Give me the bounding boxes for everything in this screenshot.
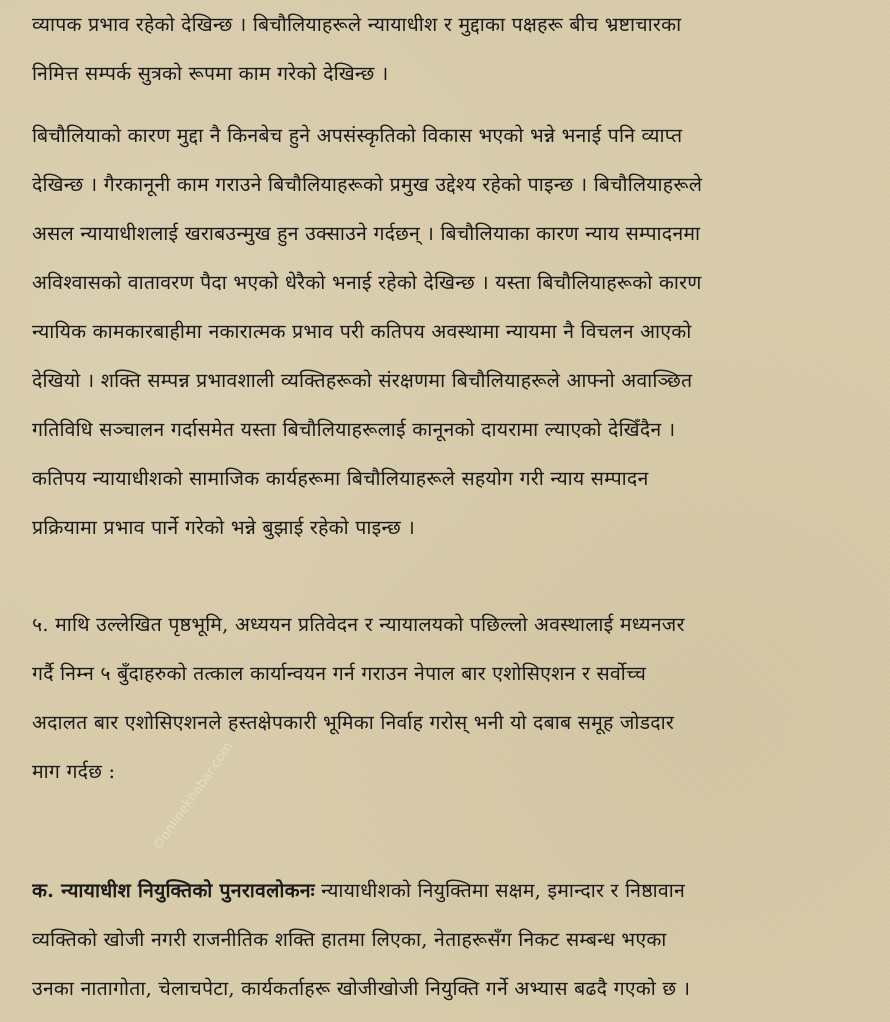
paragraph-2-line-9: प्रक्रियामा प्रभाव पार्ने गरेको भन्ने बुझाई रहेको पाइन्छ । — [32, 516, 416, 539]
paragraph-4-line-1 — [32, 866, 860, 915]
paragraph-3-line-2: गर्दै निम्न ५ बुँदाहरुको तत्काल कार्यान्वयन गर्न गराउन नेपाल बार एशोसिएशन र सर्वोच्च — [32, 662, 647, 685]
paragraph-4-line-1-text: न्यायाधीशको नियुक्तिमा सक्षम, इमान्दार र निष्ठावान — [321, 879, 686, 902]
paragraph-1 — [32, 0, 860, 98]
paragraph-2-line-6: देखियो । शक्ति सम्पन्न प्रभावशाली व्यक्तिहरूको संरक्षणमा बिचौलियाहरूले आफ्नो अवाञ्छित — [32, 369, 693, 392]
section-heading-ka: क. न्यायाधीश नियुक्तिको पुनरावलोकनः — [32, 879, 315, 902]
paragraph-2-line-4: अविश्वासको वातावरण पैदा भएको धेरैको भनाई रहेको देखिन्छ । यस्ता बिचौलियाहरूको कारण — [32, 271, 702, 294]
paragraph-2-line-7: गतिविधि सञ्चालन गर्दासमेत यस्ता बिचौलियाहरूलाई कानूनको दायरामा ल्याएको देखिँदैन । — [32, 418, 676, 441]
paragraph-2-line-8: कतिपय न्यायाधीशको सामाजिक कार्यहरूमा बिचौलियाहरूले सहयोग गरी न्याय सम्पादन — [32, 467, 649, 490]
paragraph-1-line-2: निमित्त सम्पर्क सुत्रको रूपमा काम गरेको देखिन्छ । — [32, 62, 389, 85]
paragraph-2-line-5: न्यायिक कामकारबाहीमा नकारात्मक प्रभाव परी कतिपय अवस्थामा न्यायमा नै विचलन आएको — [32, 320, 692, 343]
paragraph-2-line-2: देखिन्छ । गैरकानूनी काम गराउने बिचौलियाहरूको प्रमुख उद्देश्य रहेको पाइन्छ । बिचौलियाहरूले — [32, 173, 703, 196]
paragraph-4 — [32, 866, 860, 1013]
paragraph-3-line-4: माग गर्दछ : — [32, 760, 116, 783]
paragraph-2 — [32, 111, 860, 552]
paragraph-2-line-3: असल न्यायाधीशलाई खराबउन्मुख हुन उक्साउने गर्दछन् । बिचौलियाका कारण न्याय सम्पादनमा — [32, 222, 701, 245]
paragraph-4-line-3: उनका नातागोता, चेलाचपेटा, कार्यकर्ताहरू खोजीखोजी नियुक्ति गर्ने अभ्यास बढदै गएको छ । — [32, 977, 691, 1000]
watermark-text: ©onlinekhabar.com — [150, 739, 237, 854]
paragraph-2-line-1: बिचौलियाको कारण मुद्दा नै किनबेच हुने अपसंस्कृतिको विकास भएको भन्ने भनाई पनि व्याप्त — [32, 124, 683, 147]
paragraph-4-line-2: व्यक्तिको खोजी नगरी राजनीतिक शक्ति हातमा लिएका, नेताहरूसँग निकट सम्बन्ध भएका — [32, 928, 667, 951]
paragraph-3 — [32, 600, 860, 796]
paragraph-1-line-1: व्यापक प्रभाव रहेको देखिन्छ । बिचौलियाहरूले न्यायाधीश र मुद्दाका पक्षहरू बीच भ्रष्टाचारका — [32, 13, 682, 36]
paragraph-3-line-3: अदालत बार एशोसिएशनले हस्तक्षेपकारी भूमिका निर्वाह गरोस् भनी यो दबाब समूह जोडदार — [32, 711, 675, 734]
paragraph-3-line-1: ५. माथि उल्लेखित पृष्ठभूमि, अध्ययन प्रतिवेदन र न्यायालयको पछिल्लो अवस्थालाई मध्यनजर — [32, 613, 685, 636]
